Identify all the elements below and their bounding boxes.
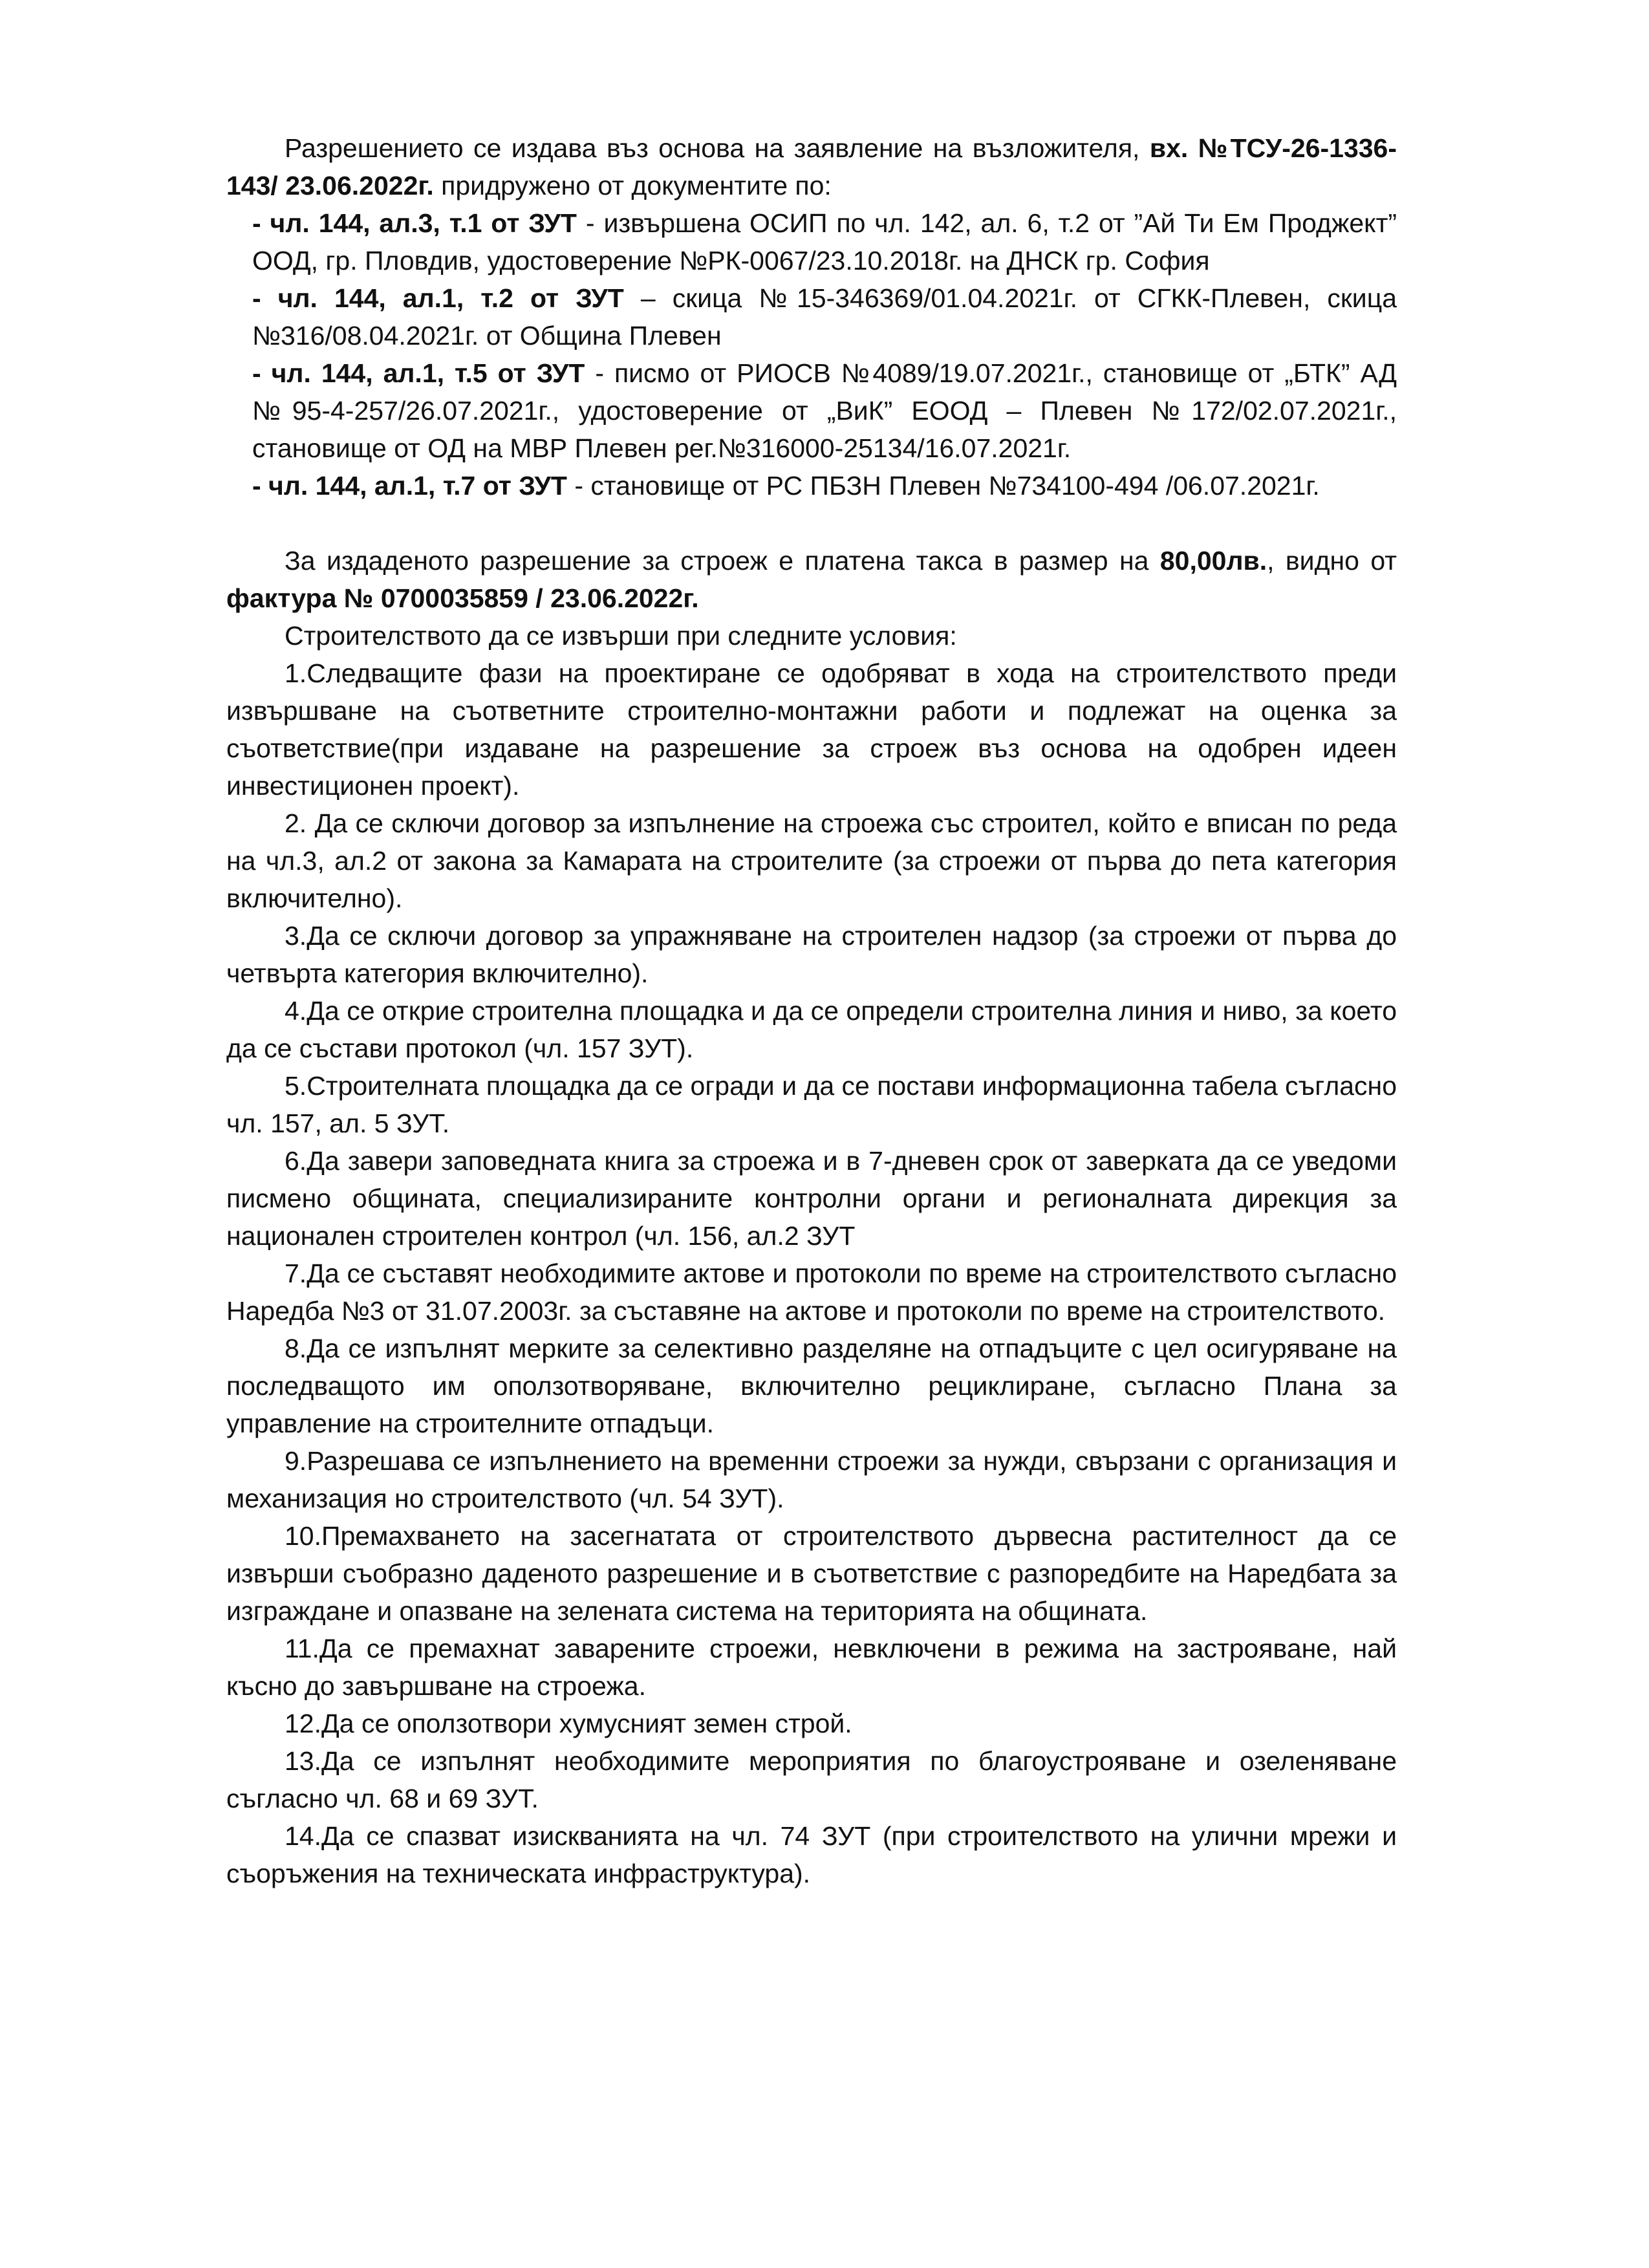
doc-ref: - чл. 144, ал.1, т.5 от ЗУТ <box>252 358 585 388</box>
condition-item: 5.Строителната площадка да се огради и да се постави информационна табела съгласно чл. 157, ал. 5 ЗУТ. <box>226 1071 1397 1138</box>
condition-item: 11.Да се премахнат заварените строежи, невключени в режима на застрояване, най късно до завършване на строежа. <box>226 1634 1397 1701</box>
spacer <box>226 504 1397 542</box>
fee-text-mid: , видно от <box>1267 546 1397 576</box>
condition-item: 6.Да завери заповедната книга за строежа и в 7-дневен срок от заверката да се уведоми писмено общината, специализираните контролни органи и регионалната дирекция за национален строителен контрол (чл. 156, ал.2 ЗУТ <box>226 1146 1397 1251</box>
condition-item: 12.Да се оползотвори хумусният земен строй. <box>285 1709 852 1738</box>
doc-text: - писмо от РИОСВ №4089/19.07.2021г., становище от „БТК” АД №95-4-257/26.07.2021г., удостоверение от „ВиК” ЕООД – Плевен №172/02.07.2021г., становище от ОД на МВР Плевен рег.№316000-25134/16.07.2021г. <box>252 358 1397 463</box>
condition-item: 8.Да се изпълнят мерките за селективно разделяне на отпадъците с цел осигуряване на последващото им оползотворяване, включително рециклиране, съгласно Плана за управление на строителните отпадъци. <box>226 1334 1397 1438</box>
doc-item <box>226 354 1397 467</box>
condition-item: 10.Премахването на засегнатата от строителството дървесна растителност да се извърши съобразно даденото разрешение и в съответствие с разпоредбите на Наредбата за изграждане и опазване на зелената система на територията на общината. <box>226 1521 1397 1626</box>
doc-ref: - чл. 144, ал.1, т.2 от ЗУТ <box>252 283 624 313</box>
condition-item: 4.Да се открие строителна площадка и да се определи строителна линия и ниво, за което да се състави протокол (чл. 157 ЗУТ). <box>226 996 1397 1063</box>
doc-text: - становище от РС ПБЗН Плевен №734100-494 /06.07.2021г. <box>566 471 1320 501</box>
invoice-number: фактура № 0700035859 / 23.06.2022г. <box>226 583 699 613</box>
condition-item: 1.Следващите фази на проектиране се одобряват в хода на строителството преди извършване на съответните строително-монтажни работи и подлежат на оценка за съответствие(при издаване на разрешение за строеж въз основа на одобрен идеен инвестиционен проект). <box>226 658 1397 801</box>
condition-item: 2. Да се сключи договор за изпълнение на строежа със строител, който е вписан по реда на чл.3, ал.2 от закона за Камарата на строителите (за строежи от първа до пета категория включително). <box>226 808 1397 913</box>
application-number: вх. №ТСУ-26-1336-143/ 23.06.2022г. <box>226 133 1397 200</box>
doc-ref: - чл. 144, ал.1, т.7 от ЗУТ <box>252 471 567 501</box>
fee-paragraph <box>226 542 1397 617</box>
condition-item: 9.Разрешава се изпълнението на временни строежи за нужди, свързани с организация и механизация но строителството (чл. 54 ЗУТ). <box>226 1446 1397 1513</box>
conditions-heading: Строителството да се извърши при следните условия: <box>285 621 957 651</box>
doc-item <box>226 204 1397 279</box>
doc-text: – скица №15-346369/01.04.2021г. от СГКК-Плевен, скица №316/08.04.2021г. от Община Плевен <box>252 283 1397 351</box>
doc-item <box>226 467 1397 504</box>
condition-item: 13.Да се изпълнят необходимите мероприятия по благоустрояване и озеленяване съгласно чл. 68 и 69 ЗУТ. <box>226 1746 1397 1813</box>
fee-text: За издаденото разрешение за строеж е платена такса в размер на <box>285 546 1160 576</box>
intro-text: Разрешението се издава въз основа на заявление на възложителя, <box>285 133 1150 163</box>
doc-ref: - чл. 144, ал.3, т.1 от ЗУТ <box>252 208 577 238</box>
condition-item: 7.Да се съставят необходимите актове и протоколи по време на строителството съгласно Наредба №3 от 31.07.2003г. за съставяне на актове и протоколи по време на строителството. <box>226 1258 1397 1326</box>
condition-item: 14.Да се спазват изискванията на чл. 74 ЗУТ (при строителството на улични мрежи и съоръжения на техническата инфраструктура). <box>226 1821 1397 1888</box>
intro-text-end: придружено от документите по: <box>433 171 832 200</box>
fee-amount: 80,00лв. <box>1159 546 1267 576</box>
document-body <box>226 129 1397 1892</box>
doc-text: - извършена ОСИП по чл. 142, ал. 6, т.2 от ”Ай Ти Ем Проджект” ООД, гр. Пловдив, удостоверение №РК-0067/23.10.2018г. на ДНСК гр. София <box>252 208 1397 275</box>
intro-paragraph <box>226 129 1397 204</box>
doc-item <box>226 279 1397 354</box>
condition-item: 3.Да се сключи договор за упражняване на строителен надзор (за строежи от първа до четвърта категория включително). <box>226 921 1397 988</box>
